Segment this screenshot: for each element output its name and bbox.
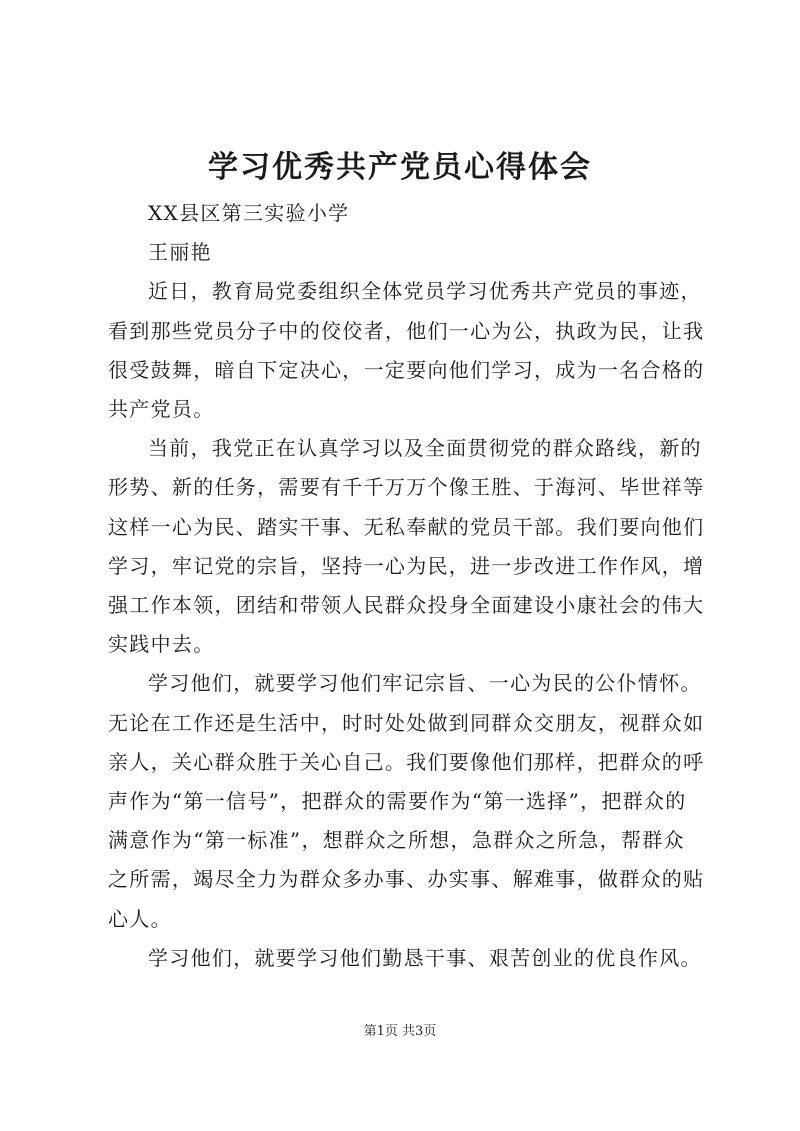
text-line: 这样一心为民、踏实干事、无私奉献的党员干部。我们要向他们 [108, 514, 705, 539]
text-line: 实践中去。 [108, 632, 215, 657]
text-line: 学习，牢记党的宗旨，坚持一心为民，进一步改进工作作风，增 [108, 553, 705, 578]
text-line: 学习他们，就要学习他们牢记宗旨、一心为民的公仆情怀。 [148, 671, 702, 696]
text-line: 看到那些党员分子中的佼佼者，他们一心为公，执政为民，让我 [108, 318, 705, 343]
text-line: 心人。 [108, 906, 172, 931]
text-line: 很受鼓舞，暗自下定决心，一定要向他们学习，成为一名合格的 [108, 357, 705, 382]
text-line: 亲人，关心群众胜于关心自己。我们要像他们那样，把群众的呼 [108, 749, 705, 774]
text-line: 共产党员。 [108, 397, 215, 421]
text-line: 无论在工作还是生活中，时时处处做到同群众交朋友，视群众如 [108, 710, 705, 735]
text-line: 声作为“第一信号”，把群众的需要作为“第一选择”，把群众的 [108, 789, 687, 813]
text-line: 学习他们，就要学习他们勤恳干事、艰苦创业的优良作风。 [148, 945, 702, 970]
text-line: XX县区第三实验小学 [148, 201, 350, 225]
text-line: 强工作本领，团结和带领人民群众投身全面建设小康社会的伟大 [108, 593, 705, 617]
text-line: 满意作为“第一标准”，想群众之所想，急群众之所急，帮群众 [108, 828, 685, 853]
page-footer: 第1页 共3页 [363, 1024, 437, 1039]
document-title: 学习优秀共产党员心得体会 [208, 150, 592, 185]
text-line: 当前，我党正在认真学习以及全面贯彻党的群众路线，新的 [148, 436, 702, 461]
text-line: 之所需，竭尽全力为群众多办事、办实事、解难事，做群众的贴 [108, 867, 705, 892]
text-line: 王丽艳 [148, 240, 212, 265]
text-line: 近日，教育局党委组织全体党员学习优秀共产党员的事迹， [148, 279, 702, 304]
text-line: 形势、新的任务，需要有千千万万个像王胜、于海河、毕世祥等 [108, 475, 705, 500]
